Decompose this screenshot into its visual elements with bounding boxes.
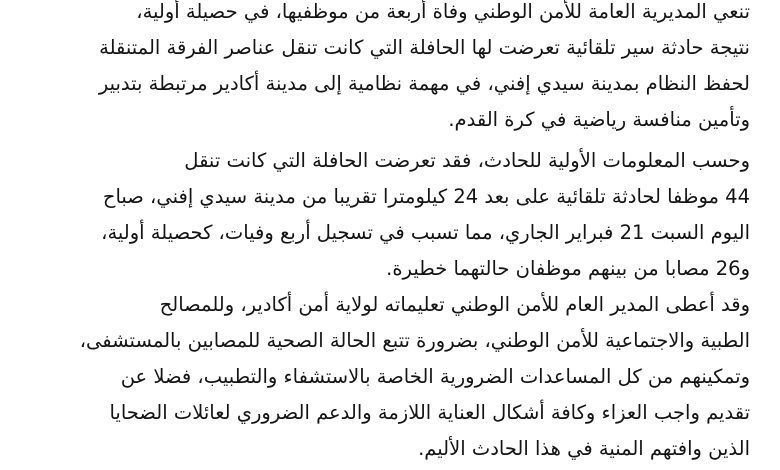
paragraph-3 (34, 287, 750, 467)
paragraph-2 (34, 143, 750, 287)
text-line: الذين وافتهم المنية في هذا الحادث الأليم. (418, 437, 750, 460)
text-line: و26 مصابا من بينهم موظفان حالتهما خطيرة. (386, 257, 750, 280)
text-line: الطبية والاجتماعية للأمن الوطني، بضرورة تتبع الحالة الصحية للمصابين بالمستشفى، (79, 329, 750, 352)
text-line: 44 موظفا لحادثة تلقائية على بعد 24 كيلومترا تقريبا من مدينة سيدي إفني، صباح (102, 185, 750, 208)
text-line: وتأمين منافسة رياضية في كرة القدم. (448, 108, 750, 131)
text-line: وحسب المعلومات الأولية للحادث، فقد تعرضت الحافلة التي كانت تنقل (184, 149, 750, 172)
text-line: لحفظ النظام بمدينة سيدي إفني، في مهمة نظامية إلى مدينة أكادير مرتبطة بتدبير (98, 72, 750, 95)
text-line: تنعي المديرية العامة للأمن الوطني وفاة أربعة من موظفيها، في حصيلة أولية، (136, 0, 750, 23)
text-line: نتيجة حادثة سير تلقائية تعرضت لها الحافلة التي كانت تنقل عناصر الفرقة المتنقلة (99, 36, 750, 59)
text-line: تقديم واجب العزاء وكافة أشكال العناية اللازمة والدعم الضروري لعائلات الضحايا (109, 401, 750, 424)
text-line: اليوم السبت 21 فبراير الجاري، مما تسبب في تسجيل أربع وفيات، كحصيلة أولية، (101, 221, 750, 244)
text-line: وتمكينهم من كل المساعدات الضرورية الخاصة بالاستشفاء والتطبيب، فضلا عن (120, 365, 750, 388)
text-line: وقد أعطى المدير العام للأمن الوطني تعليماته لولاية أمن أكادير، وللمصالح (159, 293, 750, 316)
paragraph-1 (34, 0, 750, 138)
